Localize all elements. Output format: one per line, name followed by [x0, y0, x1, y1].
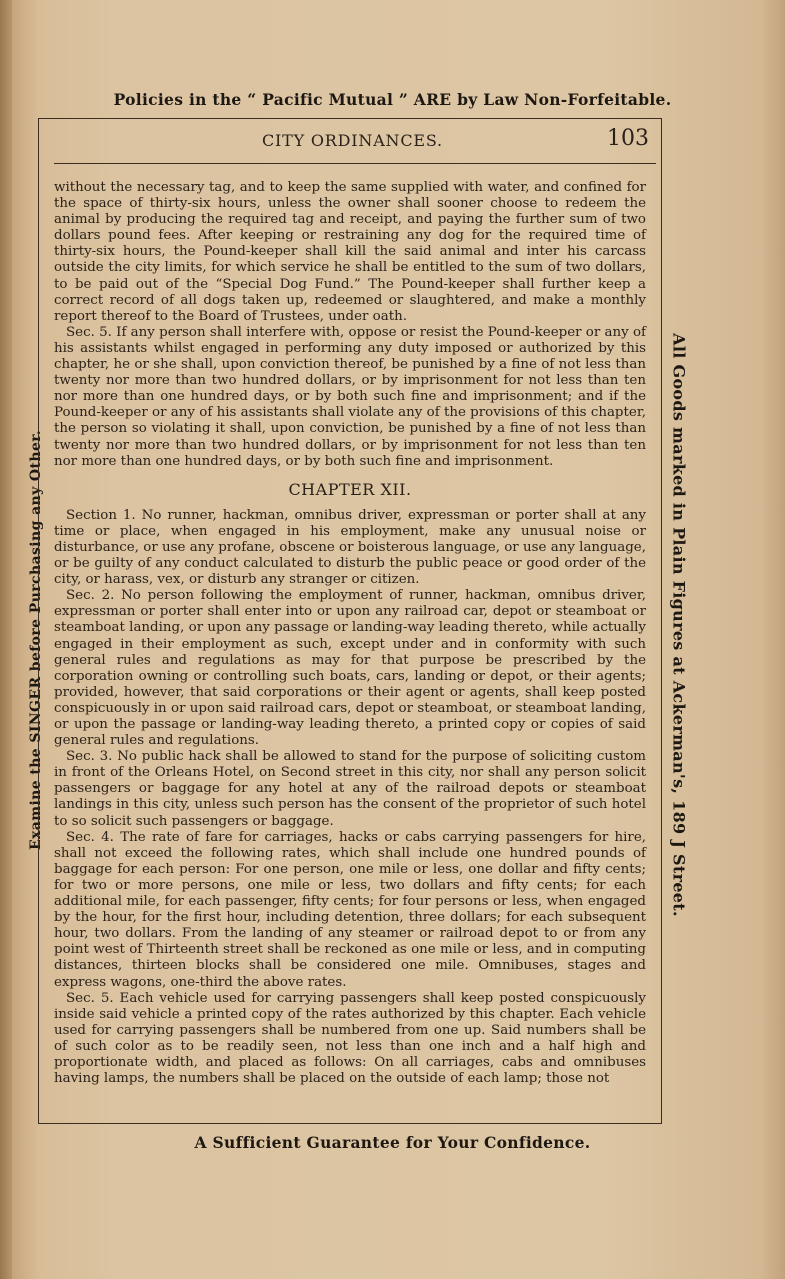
section-5-pound-keeper: Sec. 5. If any person shall interfere with, oppose or resist the Pound-keeper or any of his assistants whilst engaged in performing any duty imposed or authorized by this chapter, he or she shall, upon conviction thereof, be punished by a fine of not less than twenty nor more than two hundred dollars, or by imprisonment for not less than ten nor more than one hundred days, or by both such fine and imprisonment; and if the Pound-keeper or any of his assistants shall violate any of the provisions of this chapter, the person so violating it shall, upon conviction, be punished by a fine of not less than twenty nor more than two hundred dollars, or by imprisonment for not less than ten nor more than one hundred days, or by both such fine and imprisonment.	[54, 324, 646, 469]
section-1: Section 1. No runner, hackman, omnibus driver, expressman or porter shall at any time or place, when engaged in his employment, make any unusual noise or disturbance, or use any profane, obscene or boisterous language, or use any language, or be guilty of any conduct calculated to disturb the public peace or good order of the city, or harass, vex, or disturb any stranger or citizen.	[54, 507, 646, 588]
right-advertisement-text: All Goods marked in Plain Figures at Ackerman's, 189 J Street.	[669, 333, 689, 917]
page-number: 103	[607, 126, 649, 151]
bottom-advertisement: A Sufficient Guarantee for Your Confidence.	[194, 1133, 591, 1152]
section-4: Sec. 4. The rate of fare for carriages, hacks or cabs carrying passengers for hire, shall not exceed the following rates, which shall include one hundred pounds of baggage for each person: For one person, one mile or less, one dollar and fifty cents; for two or more persons, one mile or less, two dollars and fifty cents; for each additional mile, for each passenger, fifty cents; for four persons or less, when engaged by the hour, for the first hour, including detention, three dollars; for each subsequent hour, two dollars. From the landing of any steamer or railroad depot to or from any point west of Thirteenth street shall be reckoned as one mile or less, and in computing distances, thirteen blocks shall be considered one mile. Omnibuses, stages and express wagons, one-third the above rates.	[54, 829, 646, 990]
section-3: Sec. 3. No public hack shall be allowed to stand for the purpose of soliciting custom in front of the Orleans Hotel, on Second street in this city, nor shall any person solicit passengers or baggage for any hotel at any of the railroad depots or steamboat landings in this city, unless such person has the consent of the proprietor of such hotel to so solicit such passengers or baggage.	[54, 749, 646, 829]
section-5-vehicles: Sec. 5. Each vehicle used for carrying passengers shall keep posted conspicuously inside said vehicle a printed copy of the rates authorized by this chapter. Each vehicle used for carrying passengers shall be numbered from one up. Said numbers shall be of such color as to be readily seen, not less than one inch and a half high and proportionate width, and placed as follows: On all carriages, cabs and omnibuses having lamps, the numbers shall be placed on the outside of each lamp; those not	[54, 990, 646, 1087]
book-binding-edge	[0, 0, 12, 1279]
left-advertisement-text: Examine the SINGER before Purchasing any Other.	[28, 429, 44, 851]
running-head: CITY ORDINANCES.	[262, 131, 443, 150]
header-rule	[54, 163, 656, 164]
paragraph-continued: without the necessary tag, and to keep the same supplied with water, and confined for the space of thirty-six hours, unless the owner shall sooner choose to redeem the animal by producing the required tag and receipt, and paying the further sum of two dollars pound fees. After keeping or restraining any dog for the required time of thirty-six hours, the Pound-keeper shall kill the said animal and inter his carcass outside the city limits, for which service he shall be entitled to the sum of two dollars, to be paid out of the “Special Dog Fund.” The Pound-keeper shall further keep a correct record of all dogs taken up, redeemed or slaughtered, and make a monthly report thereof to the Board of Trustees, under oath.	[54, 180, 646, 324]
body-text	[54, 180, 646, 1087]
chapter-heading: CHAPTER XII.	[288, 479, 412, 499]
top-advertisement: Policies in the “ Pacific Mutual ” ARE by Law Non-Forfeitable.	[113, 90, 672, 109]
section-2: Sec. 2. No person following the employment of runner, hackman, omnibus driver, expressman or porter shall enter into or upon any railroad car, depot or steamboat or steamboat landing, or upon any passage or landing-way leading thereto, while actually engaged in their employment as such, except under and in conformity with such general rules and regulations as may for that purpose be prescribed by the corporation owning or controlling such boats, cars, landing or depot, or their agents; provided, however, that said corporations or their agent or agents, shall keep posted conspicuously in or upon said railroad cars, depot or steamboat, or steamboat landing, or upon the passage or landing-way leading thereto, a printed copy or copies of said general rules and regulations.	[54, 588, 646, 749]
